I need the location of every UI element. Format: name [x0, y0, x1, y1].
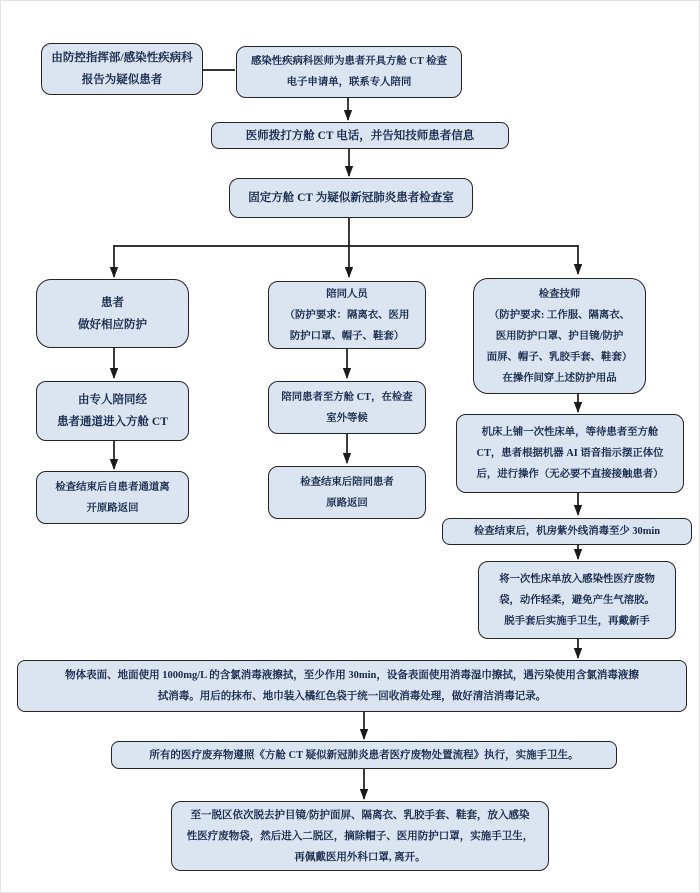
node-text-line: 开原路返回 [86, 502, 139, 514]
node-text-line: 机床上铺一次性床单，等待患者至方舱 [481, 427, 659, 438]
node-text-line: 医师拨打方舱 CT 电话，并告知技师患者信息 [245, 129, 475, 142]
node-text-line: 所有的医疗废弃物遵照《方舱 CT 疑似新冠肺炎患者医疗废物处置流程》执行，实施手卫生。 [149, 749, 579, 761]
flow-node-patient-leave [36, 471, 189, 524]
flow-node-tech-operate [456, 414, 684, 493]
flow-node-tech-role [473, 278, 646, 394]
node-text-line: 感染性疾病科医师为患者开具方舱 CT 检查 [250, 56, 448, 67]
flow-node-uv-disinfect [442, 518, 692, 545]
node-text-line: 面屏、帽子、乳胶手套、鞋套） [486, 351, 633, 363]
flow-node-open-request [236, 46, 462, 98]
node-text-line: 患者通道进入方舱 CT [57, 416, 168, 428]
node-text-line: 原路返回 [326, 497, 368, 509]
flow-node-waste-policy [111, 741, 617, 769]
node-text-line: 拭消毒。用后的抹布、地巾装入橘红色袋于统一回收消毒处理，做好清洁消毒记录。 [157, 691, 547, 702]
node-text-line: CT，患者根据机器 AI 语音指示摆正体位 [476, 448, 664, 459]
node-text-line: 患者 [101, 296, 124, 309]
node-text-line: 固定方舱 CT 为疑似新冠肺炎患者检查室 [248, 192, 454, 204]
node-text-line: 检查技师 [538, 288, 581, 300]
node-text-line: 检查结束后自患者通道离 [55, 481, 170, 493]
node-text-line: 陪同人员 [326, 288, 368, 300]
flow-node-doffing [171, 801, 549, 871]
flow-node-patient-role [36, 279, 189, 348]
node-text-line: 陪同患者至方舱 CT，在检查 [281, 391, 413, 403]
flow-node-escort-return [268, 466, 426, 519]
node-text-line: 将一次性床单放入感染性医疗废物 [499, 573, 655, 585]
node-text-line: 袋，动作轻柔，避免产生气溶胶。 [499, 594, 655, 606]
node-text-line: 报告为疑似患者 [81, 74, 163, 86]
node-text-line: 物体表面、地面使用 1000mg/L 的含氯消毒液擦拭，至少作用 30min，设备表面使用消毒湿巾擦拭，遇污染使用含氯消毒液擦 [65, 670, 639, 681]
flow-node-sheet-disposal [478, 561, 676, 639]
node-text-line: 医用防护口罩、护目镜/防护 [495, 330, 624, 342]
flow-node-escort-role [268, 281, 426, 349]
node-text-line: 脱手套后实施手卫生，再戴新手 [504, 615, 650, 627]
flow-node-fix-ct-room [229, 178, 473, 218]
node-text-line: 后，进行操作（无必要不直接接触患者） [476, 469, 664, 480]
node-text-line: （防护要求: 工作服、隔离衣、 [488, 309, 631, 321]
node-text-line: 在操作间穿上述防护用品 [502, 372, 617, 384]
flow-node-call-ct [211, 122, 509, 149]
node-text-line: 做好相应防护 [78, 318, 147, 331]
node-text-line: 电子申请单，联系专人陪同 [286, 77, 412, 88]
node-text-line: 再佩戴医用外科口罩, 离开。 [294, 851, 426, 863]
node-text-line: 检查结束后陪同患者 [300, 476, 394, 488]
node-text-line: 性医疗废物袋，然后进入二脱区，摘除帽子、医用防护口罩，实施手卫生， [186, 830, 534, 842]
node-text-line: 检查结束后，机房紫外线消毒至少 30min [473, 526, 661, 537]
node-text-line: （防护要求：隔离衣、医用 [284, 309, 410, 321]
flow-node-escort-wait [268, 381, 426, 434]
flow-node-patient-enter [36, 381, 189, 441]
node-text-line: 由防控指挥部/感染性疾病科 [51, 52, 193, 64]
node-text-line: 至一脱区依次脱去护目镜/防护面屏、隔离衣、乳胶手套、鞋套，放入感染 [190, 809, 530, 821]
node-text-line: 防护口罩、帽子、鞋套） [289, 330, 405, 342]
flow-node-surface-disinfect [17, 660, 687, 712]
flow-node-report-suspected [41, 43, 203, 95]
node-text-line: 室外等候 [326, 412, 368, 424]
node-text-line: 由专人陪同经 [78, 394, 147, 406]
